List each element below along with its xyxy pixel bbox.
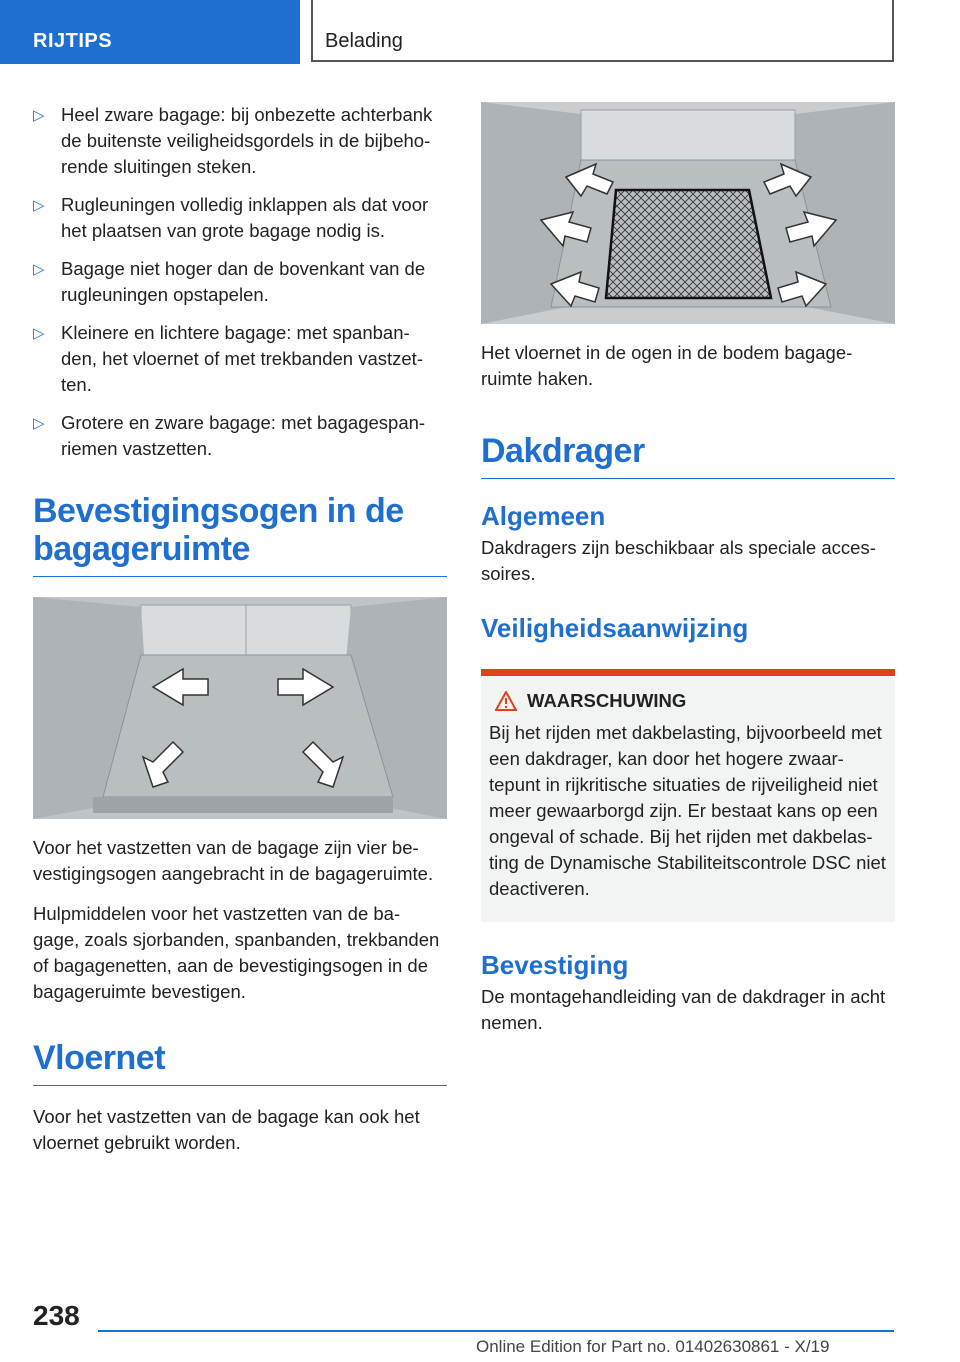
footer-edition: Online Edition for Part no. 01402630861 - X/19	[476, 1337, 830, 1356]
subheading-safety: Veiligheidsaanwijzing	[481, 613, 749, 643]
list-item: ▷ Grotere en zware bagage: met bagagespan- riemen vastzetten.	[33, 412, 426, 459]
paragraph: Voor het vastzetten van de bagage zijn vier be- vestigingsogen aangebracht in de bagageruimte.	[33, 837, 434, 884]
warning-title: WAARSCHUWING	[527, 690, 687, 711]
list-item: ▷ Rugleuningen volledig inklappen als dat voor het plaatsen van grote bagage nodig is.	[33, 194, 429, 241]
floor-net-illustration	[481, 102, 895, 324]
warning-panel	[481, 669, 895, 922]
floor-net-image	[481, 102, 895, 324]
chapter-header	[311, 0, 894, 62]
paragraph: Hulpmiddelen voor het vastzetten van de ba- gage, zoals sjorbanden, spanbanden, trekbanden of bagagenetten, aan de bevestigingsogen in de bagageruimte bevestigen.	[33, 903, 440, 1002]
warning-text: Bij het rijden met dakbelasting, bijvoorbeeld met een dakdrager, kan door het hogere zwaar- tepunt in rijkritische situaties de rijveiligheid niet meer gewaarborgd zijn. Er bestaat kans op een ongeval of schade. Bij het rijden met dakbelas- ting de Dynamische Stabiliteitscontrole DSC niet deactiveren.	[489, 722, 886, 899]
paragraph: Voor het vastzetten van de bagage kan ook het vloernet gebruikt worden.	[33, 1106, 420, 1153]
bullet-list	[33, 102, 447, 462]
triangle-bullet-icon: ▷	[33, 261, 45, 278]
paragraph: De montagehandleiding van de dakdrager in acht nemen.	[481, 986, 886, 1033]
warning-bar	[481, 669, 895, 676]
paragraph: Dakdragers zijn beschikbaar als speciale acces- soires.	[481, 537, 876, 584]
trunk-eyes-illustration	[33, 597, 447, 819]
section-tab	[0, 0, 300, 64]
heading-tie-down-eyes: Bevestigingsogen in de bagageruimte	[33, 492, 447, 577]
subheading-mounting: Bevestiging	[481, 950, 629, 980]
image-caption: Het vloernet in de ogen in de bodem bagage- ruimte haken.	[481, 342, 853, 389]
footer-divider	[98, 1330, 894, 1332]
heading-roof-rack: Dakdrager	[481, 432, 895, 479]
warning-triangle-icon	[495, 691, 517, 711]
section-title: RIJTIPS	[33, 30, 113, 52]
list-item: ▷ Bagage niet hoger dan de bovenkant van de rugleuningen opstapelen.	[33, 258, 426, 305]
left-column	[33, 102, 447, 1170]
list-item: ▷ Kleinere en lichtere bagage: met spanban- den, het vloernet of met trekbanden vastzet- ten.	[33, 322, 423, 395]
list-item: ▷ Heel zware bagage: bij onbezette achterbank de buitenste veiligheidsgordels in de bijbeho- rende sluitingen steken.	[33, 104, 433, 177]
warning-box	[481, 676, 895, 922]
triangle-bullet-icon: ▷	[33, 415, 45, 432]
triangle-bullet-icon: ▷	[33, 325, 45, 342]
triangle-bullet-icon: ▷	[33, 107, 45, 124]
warning-header	[489, 690, 887, 712]
trunk-eyes-image	[33, 597, 447, 819]
triangle-bullet-icon: ▷	[33, 197, 45, 214]
page-number: 238	[33, 1300, 80, 1331]
chapter-title: Belading	[325, 30, 403, 52]
subheading-general: Algemeen	[481, 501, 606, 531]
right-column	[481, 102, 895, 1050]
heading-floor-net: Vloernet	[33, 1039, 447, 1086]
